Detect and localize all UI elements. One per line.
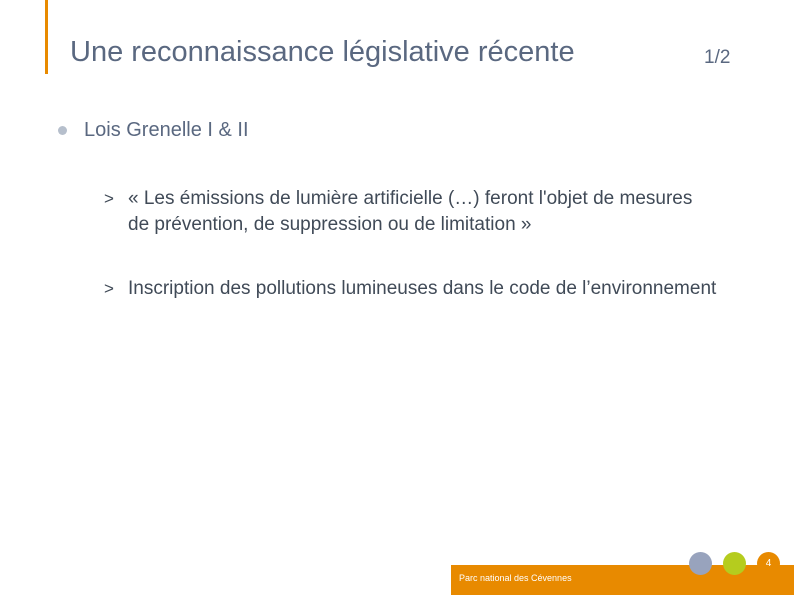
footer-organization: Parc national des Cévennes <box>459 573 572 583</box>
sub-bullet-label: « Les émissions de lumière artificielle (…) feront l'objet de mesures de prévention, de suppression ou de limitation » <box>128 188 693 235</box>
decorative-dot-green <box>723 552 746 575</box>
page-number: 4 <box>757 552 780 575</box>
sub-bullet-label: Inscription des pollutions lumineuses dans le code de l’environnement <box>128 278 717 299</box>
title-accent-rule <box>45 0 48 74</box>
sub-bullet-item <box>104 186 718 238</box>
chevron-right-icon: > <box>104 279 114 298</box>
bullet-dot-icon <box>58 126 67 135</box>
chevron-right-icon: > <box>104 189 114 208</box>
slide-title: Une reconnaissance législative récente <box>70 36 575 68</box>
bullet-item <box>58 119 249 142</box>
sub-bullet-item <box>104 276 718 302</box>
bullet-item-label: Lois Grenelle I & II <box>84 119 249 141</box>
decorative-dot-grey <box>689 552 712 575</box>
slide-counter: 1/2 <box>704 47 731 68</box>
